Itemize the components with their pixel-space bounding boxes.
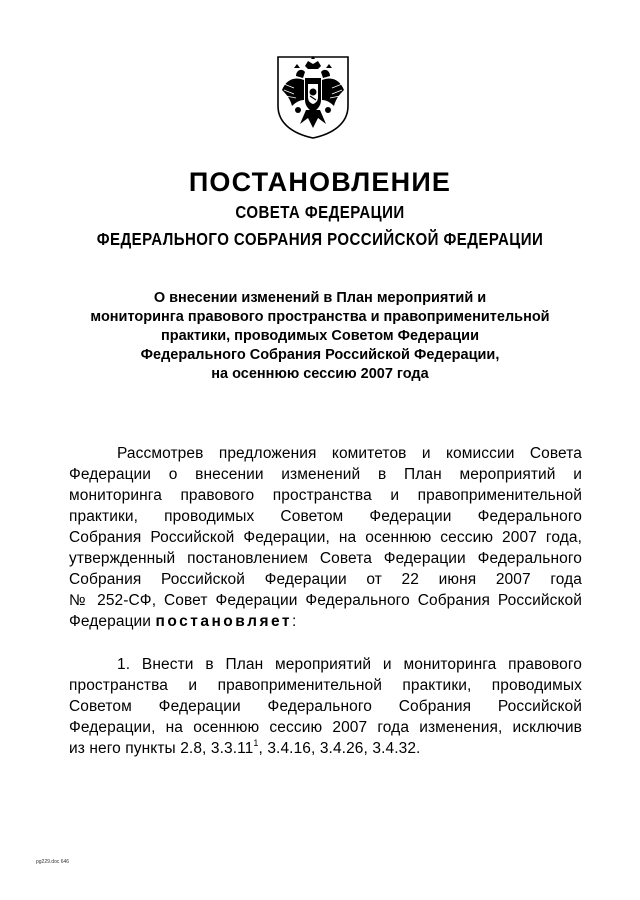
heading-line: О внесении изменений в План мероприятий и [153,290,487,306]
paragraph-line: Собрания Российской Федерации от 22 июня 2007 года [69,571,582,588]
paragraph-line: № 252-СФ, Совет Федерации Федерального Собрания Российской [69,592,582,609]
paragraph-line: утвержденный постановлением Совета Федерации Федерального [69,550,582,567]
heading-line: на осеннюю сессию 2007 года [211,366,429,382]
document-subtitle-line2: ФЕДЕРАЛЬНОГО СОБРАНИЯ РОССИЙСКОЙ ФЕДЕРАЦИИ [96,229,544,249]
file-reference: pg229.doc 646 [36,859,70,865]
paragraph-line: пространства и правоприменительной практики, проводимых [69,677,582,694]
coat-of-arms-icon [272,54,354,140]
paragraph-line: Рассмотрев предложения комитетов и комиссии Совета [117,445,582,462]
resolves-prefix: Федерации [69,613,156,630]
item-text-a: из него пункты 2.8, 3.3.11 [69,740,254,757]
paragraph-line: практики, проводимых Советом Федерации Федерального [69,508,582,525]
resolves-colon: : [292,613,297,630]
paragraph-line: Федерации о внесении изменений в План мероприятий и [69,466,582,483]
heading-line: мониторинга правового пространства и правоприменительной [90,309,550,325]
heading-line: практики, проводимых Советом Федерации [161,328,479,344]
paragraph-preamble [69,443,582,632]
paragraph-line: Федерации, на осеннюю сессию 2007 года изменения, исключив [69,719,582,736]
footnote-superscript: 1 [253,737,259,748]
paragraph-line: мониторинга правового пространства и правоприменительной [69,487,582,504]
resolves-keyword: постановляет [155,613,292,630]
resolution-heading [40,289,600,384]
paragraph-line: 1. Внести в План мероприятий и мониторинга правового [117,656,582,673]
paragraph-line: Советом Федерации Федерального Собрания Российской [69,698,582,715]
item-text-b: , 3.4.16, 3.4.26, 3.4.32. [258,740,421,757]
paragraph-line [69,738,582,759]
paragraph-item-1 [69,654,582,759]
paragraph-line [69,611,582,632]
paragraph-line: Собрания Российской Федерации, на осеннюю сессию 2007 года, [69,529,582,546]
document-title: ПОСТАНОВЛЕНИЕ [188,167,452,197]
document-subtitle-line1: СОВЕТА ФЕДЕРАЦИИ [235,202,405,222]
heading-line: Федерального Собрания Российской Федерации, [140,347,500,363]
